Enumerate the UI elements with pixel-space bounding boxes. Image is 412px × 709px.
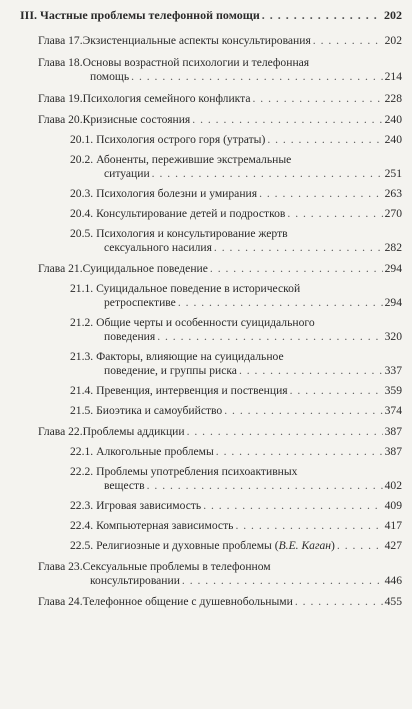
toc-entry-chapter-21[interactable] [38, 262, 402, 276]
dot-leader [203, 499, 382, 513]
entry-title-cont: ситуации [104, 167, 150, 180]
page-number: 387 [384, 425, 402, 438]
entry-title: Сексуальные проблемы в телефонном [82, 560, 271, 573]
entry-title: Психология семейного конфликта [82, 92, 251, 105]
entry-title-cont: поведения [104, 330, 156, 343]
page-number: 402 [384, 479, 402, 492]
toc-entry-chapter-24[interactable] [38, 595, 402, 609]
dot-leader [259, 187, 383, 201]
toc-entry-22-5[interactable] [70, 539, 402, 553]
dot-leader [290, 384, 383, 398]
subsection-number: 20.3. [70, 187, 94, 200]
entry-title-cont: поведение, и группы риска [104, 364, 237, 377]
subsection-number: 21.1. [70, 282, 94, 295]
page-number: 359 [384, 384, 402, 397]
entry-title: Психология острого горя (утраты) [96, 133, 266, 146]
page-number: 337 [384, 364, 402, 377]
entry-title: Психология болезни и умирания [96, 187, 258, 200]
subsection-number: 20.2. [70, 153, 94, 166]
subsection-number: 21.3. [70, 350, 94, 363]
toc-entry-20-3[interactable] [70, 187, 402, 201]
entry-title: Факторы, влияющие на суицидальное [96, 350, 284, 363]
entry-title-cont: веществ [104, 479, 145, 492]
subsection-number: 22.1. [70, 445, 94, 458]
toc-entry-22-1[interactable] [70, 445, 402, 459]
entry-title: Религиозные и духовные проблемы ( [96, 539, 279, 552]
page-number: 294 [384, 296, 402, 309]
subsection-number: 22.5. [70, 539, 94, 552]
page-number: 446 [384, 574, 402, 587]
toc-entry-21-2[interactable] [70, 316, 402, 330]
entry-title: Биоэтика и самоубийство [96, 404, 223, 417]
entry-title-cont: сексуального насилия [104, 241, 212, 254]
page-number: 417 [384, 519, 402, 532]
subsection-number: 22.2. [70, 465, 94, 478]
subsection-number: 21.5. [70, 404, 94, 417]
page-number: 240 [384, 133, 402, 146]
entry-title: Психология и консультирование жертв [96, 227, 288, 240]
toc-entry-22-4[interactable] [70, 519, 402, 533]
dot-leader [157, 330, 382, 344]
entry-title: Суицидальное поведение [82, 262, 208, 275]
toc-entry-22-2-cont[interactable] [104, 479, 402, 493]
chapter-number: Глава 19. [38, 92, 83, 105]
toc-entry-21-1-cont[interactable] [104, 296, 402, 310]
entry-title: Экзистенциальные аспекты консультирования [82, 34, 311, 47]
page-number: 294 [384, 262, 402, 275]
toc-entry-20-5-cont[interactable] [104, 241, 402, 255]
entry-title: Основы возрастной психологии и телефонная [82, 56, 310, 69]
dot-leader [239, 364, 383, 378]
author-name: В.Е. Каган [278, 539, 332, 552]
entry-title: Проблемы аддикции [82, 425, 185, 438]
page-number: 202 [384, 34, 402, 47]
entry-title: Алкогольные проблемы [96, 445, 214, 458]
dot-leader [152, 167, 383, 181]
toc-entry-chapter-19[interactable] [38, 92, 402, 106]
dot-leader [131, 70, 382, 84]
page-number: 427 [384, 539, 402, 552]
entry-title-end: ) [331, 539, 335, 552]
toc-entry-20-2[interactable] [70, 153, 402, 167]
dot-leader [192, 113, 382, 127]
toc-entry-21-1[interactable] [70, 282, 402, 296]
dot-leader [262, 8, 382, 22]
page-number: 374 [384, 404, 402, 417]
toc-section[interactable] [20, 8, 402, 22]
page-number: 409 [384, 499, 402, 512]
subsection-number: 22.3. [70, 499, 94, 512]
dot-leader [210, 262, 383, 276]
toc-entry-21-3-cont[interactable] [104, 364, 402, 378]
toc-entry-20-1[interactable] [70, 133, 402, 147]
page-number: 214 [384, 70, 402, 83]
subsection-number: 20.4. [70, 207, 94, 220]
toc-entry-chapter-18[interactable] [38, 56, 402, 70]
entry-title: Кризисные состояния [82, 113, 191, 126]
chapter-number: Глава 17. [38, 34, 83, 47]
chapter-number: Глава 21. [38, 262, 83, 275]
entry-title-cont: ретроспективе [104, 296, 176, 309]
dot-leader [287, 207, 382, 221]
dot-leader [253, 92, 383, 106]
subsection-number: 21.2. [70, 316, 94, 329]
toc-entry-chapter-22[interactable] [38, 425, 402, 439]
dot-leader [235, 519, 382, 533]
dot-leader [224, 404, 382, 418]
dot-leader [267, 133, 382, 147]
entry-title: Абоненты, пережившие экстремальные [96, 153, 292, 166]
page-number: 263 [384, 187, 402, 200]
page-number: 228 [384, 92, 402, 105]
toc-entry-chapter-17[interactable] [38, 34, 402, 48]
entry-title: Консультирование детей и подростков [96, 207, 286, 220]
toc-entry-chapter-23-cont[interactable] [90, 574, 402, 588]
dot-leader [295, 595, 383, 609]
toc-entry-chapter-18-cont[interactable] [90, 70, 402, 84]
entry-title: Превенция, интервенция и поственция [96, 384, 288, 397]
entry-title: Игровая зависимость [96, 499, 202, 512]
page-number: 270 [384, 207, 402, 220]
entry-title: Проблемы употребления психоактивных [96, 465, 298, 478]
dot-leader [313, 34, 383, 48]
dot-leader [187, 425, 383, 439]
chapter-number: Глава 22. [38, 425, 83, 438]
toc-entry-21-4[interactable] [70, 384, 402, 398]
entry-title: Телефонное общение с душевнобольными [82, 595, 293, 608]
chapter-number: Глава 18. [38, 56, 83, 69]
dot-leader [214, 241, 383, 255]
subsection-number: 20.1. [70, 133, 94, 146]
subsection-number: 20.5. [70, 227, 94, 240]
entry-title-cont: помощь [90, 70, 130, 83]
toc-entry-21-2-cont[interactable] [104, 330, 402, 344]
chapter-number: Глава 24. [38, 595, 83, 608]
toc-entry-chapter-23[interactable] [38, 560, 402, 574]
dot-leader [178, 296, 383, 310]
dot-leader [147, 479, 383, 493]
toc-entry-22-3[interactable] [70, 499, 402, 513]
toc-entry-20-2-cont[interactable] [104, 167, 402, 181]
entry-title: Общие черты и особенности суицидального [96, 316, 315, 329]
page-number: 320 [384, 330, 402, 343]
page-number: 387 [384, 445, 402, 458]
subsection-number: 22.4. [70, 519, 94, 532]
chapter-number: Глава 20. [38, 113, 83, 126]
subsection-number: 21.4. [70, 384, 94, 397]
page-number: 251 [384, 167, 402, 180]
toc-entry-chapter-20[interactable] [38, 113, 402, 127]
toc-entry-21-3[interactable] [70, 350, 402, 364]
entry-title-cont: консультировании [90, 574, 180, 587]
toc-entry-21-5[interactable] [70, 404, 402, 418]
dot-leader [216, 445, 383, 459]
toc-entry-20-5[interactable] [70, 227, 402, 241]
dot-leader [182, 574, 383, 588]
entry-title: Компьютерная зависимость [96, 519, 234, 532]
page-number: 455 [384, 595, 402, 608]
page-number: 240 [384, 113, 402, 126]
toc-entry-20-4[interactable] [70, 207, 402, 221]
page-number: 282 [384, 241, 402, 254]
chapter-number: Глава 23. [38, 560, 83, 573]
section-title: III. Частные проблемы телефонной помощи [20, 8, 260, 22]
page-number: 202 [384, 8, 402, 22]
toc-entry-22-2[interactable] [70, 465, 402, 479]
entry-title: Суицидальное поведение в исторической [96, 282, 301, 295]
dot-leader [337, 539, 383, 553]
